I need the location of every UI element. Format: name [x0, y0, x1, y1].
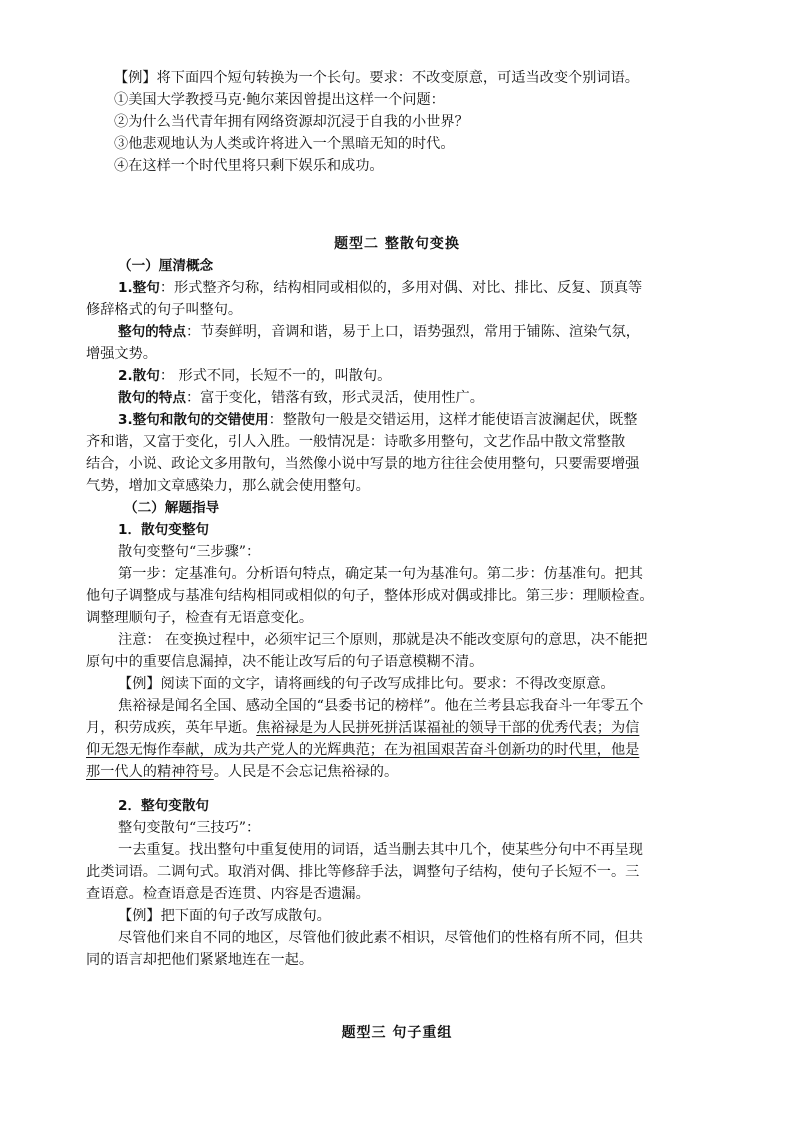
- passage-line-1: 焦裕禄是闻名全国、感动全国的“县委书记的榜样”。他在兰考县忘我奋斗一年零五个: [118, 698, 644, 714]
- def-text-mixed: ：整散句一般是交错运用，这样才能使语言波澜起伏，既整: [268, 412, 638, 428]
- note-line-2: 原句中的重要信息漏掉，决不能让改写后的句子语意模糊不清。: [86, 654, 484, 670]
- example-passage-line-1: 尽管他们来自不同的地区，尽管他们彼此素不相识，尽管他们的性格有所不同，但共: [118, 930, 643, 946]
- example-item-2: ②为什么当代青年拥有网络资源却沉浸于自我的小世界？: [114, 114, 469, 130]
- underlined-sentence-2: 仰无怨无悔作奉献，成为共产党人的光辉典范；在为祖国艰苦奋斗创新功的时代里，他是: [86, 742, 640, 758]
- example-prompt-loose: 【例】把下面的句子改写成散句。: [118, 908, 331, 924]
- technique-line-1: 一去重复。找出整句中重复使用的词语，适当删去其中几个，使某些分句中不再呈现: [118, 842, 643, 858]
- section-2-body: [86, 255, 712, 783]
- example-prompt-parallel: 【例】阅读下面的文字，请将画线的句子改写成排比句。要求：不得改变原意。: [118, 676, 615, 692]
- feature-text-loose: ：富于变化，错落有致，形式灵活，使用性广。: [185, 390, 484, 406]
- underlined-sentence-1: 焦裕禄是为人民拼死拼活谋福祉的领导干部的优秀代表；为信: [256, 720, 640, 736]
- part-heading-guide: （二）解题指导: [124, 500, 220, 516]
- section-2-part-2: [86, 795, 712, 971]
- steps-line-2: 他句子调整成与基准句结构相同或相似的句子，整体形成对偶或排比。第三步：理顺检查。: [86, 588, 654, 604]
- feature-label-loose: 散句的特点: [118, 390, 186, 406]
- example-long-sentence: [86, 67, 712, 177]
- technique-line-3: 查语意。检查语意是否连贯、内容是否遗漏。: [86, 886, 370, 902]
- part-heading-concepts: （一）厘清概念: [118, 258, 214, 274]
- example-item-4: ④在这样一个时代里将只剩下娱乐和成功。: [114, 158, 384, 174]
- sub-intro-whole-to-loose: 整句变散句“三技巧”：: [118, 820, 261, 836]
- def-text-mixed-2: 齐和谐，又富于变化，引人入胜。一般情况是：诗歌多用整句，文艺作品中散文常整散: [86, 434, 626, 450]
- example-intro: 【例】将下面四个短句转换为一个长句。要求：不改变原意，可适当改变个别词语。: [114, 70, 639, 86]
- example-passage-line-2: 同的语言却把他们紧紧地连在一起。: [86, 952, 314, 968]
- steps-line-1: 第一步：定基准句。分析语句特点，确定某一句为基准句。第二步：仿基准句。把其: [118, 566, 643, 582]
- def-text-mixed-3: 结合，小说、政论文多用散句，当然像小说中写景的地方往往会使用整句，只要需要增强: [86, 456, 640, 472]
- note-line-1: 注意： 在变换过程中，必须牢记三个原则，那就是决不能改变原句的意思，决不能把: [118, 632, 648, 648]
- sub-intro-loose-to-whole: 散句变整句“三步骤”：: [118, 544, 261, 560]
- sub-heading-loose-to-whole: 1．散句变整句: [118, 522, 210, 538]
- example-item-1: ①美国大学教授马克·鲍尔莱因曾提出这样一个问题：: [114, 92, 445, 108]
- underlined-sentence-3: 那一代人的精神符号: [86, 764, 214, 780]
- passage-tail: 。人民是不会忘记焦裕禄的。: [213, 764, 399, 780]
- def-text-loose: ： 形式不同，长短不一的，叫散句。: [159, 368, 392, 384]
- feature-label-whole: 整句的特点: [118, 324, 186, 340]
- def-label-mixed: 3.整句和散句的交错使用: [118, 412, 269, 428]
- feature-text-whole: ：节奏鲜明，音调和谐，易于上口，语势强烈，常用于铺陈、渲染气氛，: [185, 324, 640, 340]
- def-label-whole: 1.整句: [118, 280, 160, 296]
- section-title-2: 题型二 整散句变换: [334, 236, 460, 252]
- example-item-3: ③他悲观地认为人类或许将进入一个黑暗无知的时代。: [114, 136, 455, 152]
- def-text-whole: ：形式整齐匀称，结构相同或相似的，多用对偶、对比、排比、反复、顶真等: [159, 280, 643, 296]
- section-title-3: 题型三 句子重组: [341, 1025, 453, 1041]
- feature-text-whole-cont: 增强文势。: [86, 346, 157, 362]
- sub-heading-whole-to-loose: 2．整句变散句: [118, 798, 210, 814]
- def-label-loose: 2.散句: [118, 368, 160, 384]
- passage-line-2: 月，积劳成疾，英年早逝。: [86, 720, 257, 736]
- def-text-mixed-4: 气势，增加文章感染力，那么就会使用整句。: [86, 478, 370, 494]
- technique-line-2: 此类词语。二调句式。取消对偶、排比等修辞手法，调整句子结构，使句子长短不一。三: [86, 864, 640, 880]
- def-text-whole-cont: 修辞格式的句子叫整句。: [86, 302, 243, 318]
- steps-line-3: 调整理顺句子，检查有无语意变化。: [86, 610, 314, 626]
